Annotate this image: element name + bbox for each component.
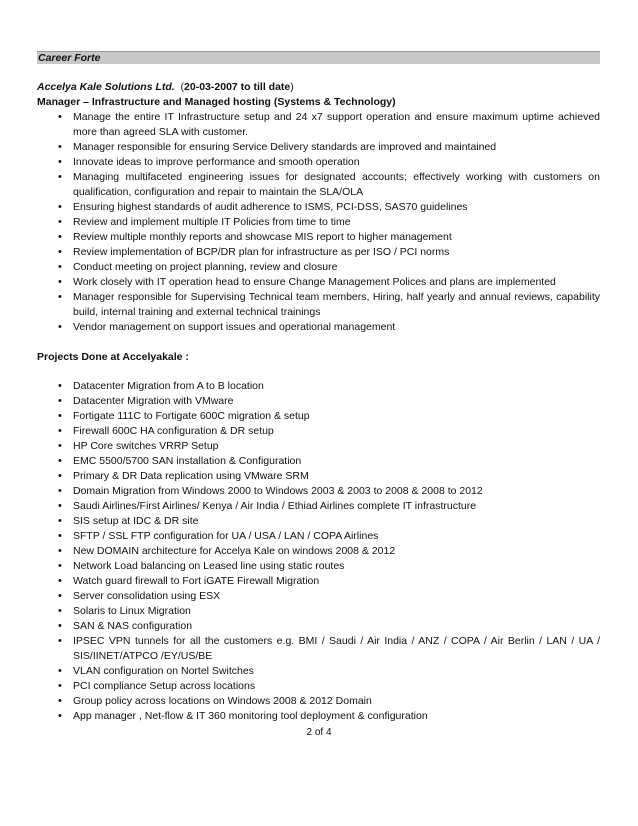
responsibilities-list [37, 110, 600, 335]
project-item [37, 424, 600, 439]
project-item-text: Datacenter Migration from A to B location [73, 380, 264, 392]
responsibility-item [37, 230, 600, 245]
project-item [37, 454, 600, 469]
project-item [37, 694, 600, 709]
project-item-text: Solaris to Linux Migration [73, 605, 191, 617]
responsibility-item-text: Innovate ideas to improve performance and smooth operation [73, 156, 360, 168]
project-item-text: App manager , Net-flow & IT 360 monitoring tool deployment & configuration [73, 710, 428, 722]
project-item-text: Domain Migration from Windows 2000 to Windows 2003 & 2003 to 2008 & 2008 to 2012 [73, 485, 483, 497]
project-item [37, 559, 600, 574]
responsibility-item [37, 275, 600, 290]
responsibility-item-text: Manage the entire IT Infrastructure setup and 24 x7 support operation and ensure maximum uptime achieved more than agreed SLA with customer. [73, 111, 600, 138]
responsibility-item-text: Vendor management on support issues and operational management [73, 321, 396, 333]
bullet-icon: • [58, 156, 62, 168]
project-item [37, 619, 600, 634]
bullet-icon: • [58, 291, 62, 303]
project-item [37, 589, 600, 604]
bullet-icon: • [58, 246, 62, 258]
project-item-text: New DOMAIN architecture for Accelya Kale on windows 2008 & 2012 [73, 545, 396, 557]
project-item [37, 544, 600, 559]
project-item [37, 574, 600, 589]
responsibility-item [37, 155, 600, 170]
bullet-icon: • [58, 425, 62, 437]
bullet-icon: • [58, 440, 62, 452]
project-item [37, 379, 600, 394]
bullet-icon: • [58, 620, 62, 632]
responsibility-item [37, 260, 600, 275]
bullet-icon: • [58, 231, 62, 243]
responsibility-item [37, 245, 600, 260]
responsibility-item-text: Review implementation of BCP/DR plan for infrastructure as per ISO / PCI norms [73, 246, 450, 258]
bullet-icon: • [58, 410, 62, 422]
project-item-text: PCI compliance Setup across locations [73, 680, 256, 692]
responsibility-item [37, 320, 600, 335]
projects-heading: Projects Done at Accelyakale : [37, 351, 189, 363]
project-item-text: Firewall 600C HA configuration & DR setup [73, 425, 274, 437]
project-item [37, 469, 600, 484]
responsibility-item-text: Work closely with IT operation head to ensure Change Management Polices and plans are implemented [73, 276, 556, 288]
bullet-icon: • [58, 530, 62, 542]
responsibility-item [37, 170, 600, 200]
project-item-text: IPSEC VPN tunnels for all the customers e.g. BMI / Saudi / Air India / ANZ / COPA / Air Berlin / LAN / UA / SIS/IINET/ATPCO /EY/US/BE [73, 635, 600, 662]
responsibility-item-text: Ensuring highest standards of audit adherence to ISMS, PCI-DSS, SAS70 guidelines [73, 201, 468, 213]
project-item [37, 604, 600, 619]
project-item-text: Server consolidation using ESX [73, 590, 221, 602]
bullet-icon: • [58, 635, 62, 647]
project-item [37, 634, 600, 664]
bullet-icon: • [58, 141, 62, 153]
project-item [37, 709, 600, 724]
project-item-text: SAN & NAS configuration [73, 620, 193, 632]
responsibility-item [37, 215, 600, 230]
bullet-icon: • [58, 111, 62, 123]
bullet-icon: • [58, 575, 62, 587]
dates-open-paren: ( [180, 81, 185, 93]
bullet-icon: • [58, 380, 62, 392]
project-item [37, 514, 600, 529]
project-item [37, 499, 600, 514]
responsibility-item-text: Manager responsible for Supervising Technical team members, Hiring, half yearly and annual reviews, capability build, internal training and external technical trainings [73, 291, 600, 318]
dates-close-paren: ) [290, 81, 294, 93]
bullet-icon: • [58, 171, 62, 183]
project-item [37, 394, 600, 409]
bullet-icon: • [58, 485, 62, 497]
project-item-text: Network Load balancing on Leased line using static routes [73, 560, 345, 572]
project-item-text: SFTP / SSL FTP configuration for UA / USA / LAN / COPA Airlines [73, 530, 379, 542]
project-item [37, 439, 600, 454]
bullet-icon: • [58, 560, 62, 572]
bullet-icon: • [58, 261, 62, 273]
project-item-text: Primary & DR Data replication using VMware SRM [73, 470, 309, 482]
bullet-icon: • [58, 470, 62, 482]
project-item-text: Fortigate 111C to Fortigate 600C migration & setup [73, 410, 310, 422]
bullet-icon: • [58, 545, 62, 557]
bullet-icon: • [58, 500, 62, 512]
section-title-career-forte: Career Forte [37, 51, 600, 64]
project-item-text: SIS setup at IDC & DR site [73, 515, 199, 527]
company-name: Accelya Kale Solutions Ltd. [37, 81, 175, 93]
bullet-icon: • [58, 515, 62, 527]
bullet-icon: • [58, 216, 62, 228]
responsibility-item-text: Review multiple monthly reports and showcase MIS report to higher management [73, 231, 452, 243]
bullet-icon: • [58, 590, 62, 602]
page-number: 2 of 4 [306, 727, 332, 738]
responsibility-item-text: Conduct meeting on project planning, review and closure [73, 261, 338, 273]
bullet-icon: • [58, 605, 62, 617]
project-item [37, 679, 600, 694]
bullet-icon: • [58, 395, 62, 407]
responsibility-item [37, 110, 600, 140]
project-item [37, 484, 600, 499]
bullet-icon: • [58, 321, 62, 333]
project-item-text: Watch guard firewall to Fort iGATE Firewall Migration [73, 575, 320, 587]
project-item-text: HP Core switches VRRP Setup [73, 440, 219, 452]
career-content [37, 80, 600, 724]
bullet-icon: • [58, 710, 62, 722]
responsibility-item [37, 140, 600, 155]
responsibility-item [37, 200, 600, 215]
responsibility-item [37, 290, 600, 320]
responsibility-item-text: Manager responsible for ensuring Service Delivery standards are improved and maintained [73, 141, 497, 153]
project-item-text: VLAN configuration on Nortel Switches [73, 665, 254, 677]
project-item-text: Group policy across locations on Windows 2008 & 2012 Domain [73, 695, 372, 707]
bullet-icon: • [58, 276, 62, 288]
company-line [37, 80, 600, 95]
responsibility-item-text: Managing multifaceted engineering issues for designated accounts; effectively working with customers on qualification, configuration and repair to maintain the SLA/OLA [73, 171, 600, 198]
project-item-text: Datacenter Migration with VMware [73, 395, 234, 407]
projects-list [37, 379, 600, 724]
bullet-icon: • [58, 665, 62, 677]
bullet-icon: • [58, 695, 62, 707]
project-item [37, 664, 600, 679]
bullet-icon: • [58, 201, 62, 213]
project-item [37, 529, 600, 544]
project-item [37, 409, 600, 424]
project-item-text: EMC 5500/5700 SAN installation & Configuration [73, 455, 302, 467]
bullet-icon: • [58, 680, 62, 692]
bullet-icon: • [58, 455, 62, 467]
employment-dates: 20-03-2007 to till date [184, 81, 291, 93]
responsibility-item-text: Review and implement multiple IT Policies from time to time [73, 216, 351, 228]
project-item-text: Saudi Airlines/First Airlines/ Kenya / Air India / Ethiad Airlines complete IT infrastructure [73, 500, 477, 512]
role-title: Manager – Infrastructure and Managed hosting (Systems & Technology) [37, 96, 396, 108]
